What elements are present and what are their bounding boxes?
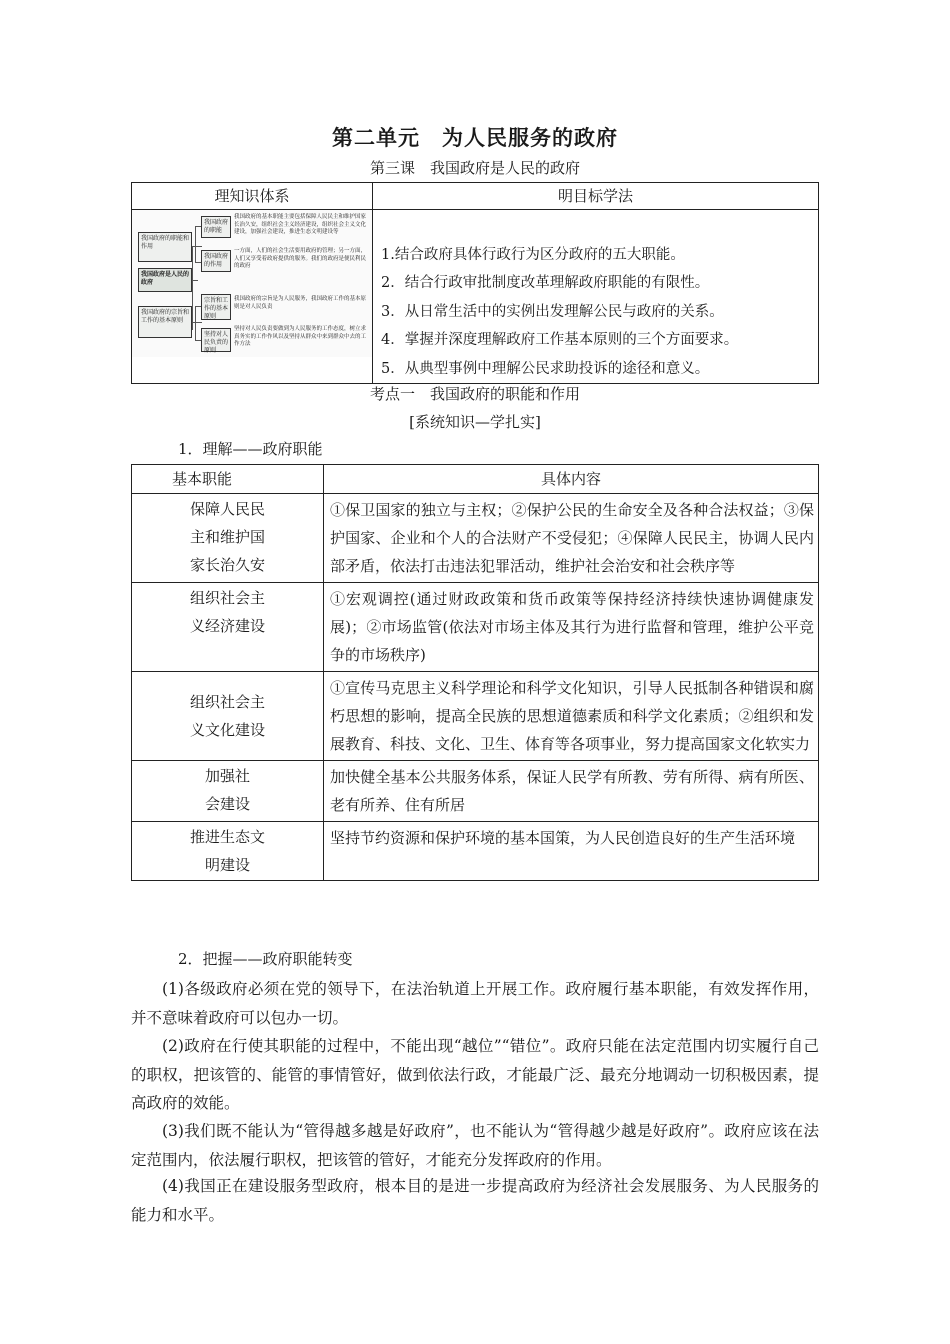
table-row xyxy=(132,583,819,672)
mindmap-node-functions: 我国政府的职能 xyxy=(201,216,231,238)
paragraph: (4)我国正在建设服务型政府，根本目的是进一步提高政府为经济社会发展服务、为人民服务的能力和水平。 xyxy=(131,1177,819,1224)
mindmap-note-tenet: 我国政府的宗旨是为人民服务，我国政府工作的基本原则是对人民负责 xyxy=(234,296,367,310)
section-title: 考点一 我国政府的职能和作用 xyxy=(369,385,580,403)
page-title: 第二单元 为人民服务的政府 xyxy=(332,126,618,150)
goal-item: 5．从典型事例中理解公民求助投诉的途径和意义。 xyxy=(381,360,710,377)
function-name: 保障人民民主和维护国家长治久安 xyxy=(132,494,324,583)
mindmap-note-responsibility: 坚持对人民负责要做到为人民服务的工作态度，树立求真务实的工作作风以及坚持从群众中来到群众中去的工作方法 xyxy=(234,326,367,347)
function-content: 坚持节约资源和保护环境的基本国策，为人民创造良好的生产生活环境 xyxy=(324,822,819,881)
function-content: ①保卫国家的独立与主权；②保护公民的生命安全及各种合法权益；③保护国家、企业和个人的合法财产不受侵犯；④保障人民民主，协调人民内部矛盾，依法打击违法犯罪活动，维护社会治安和社会秩序等 xyxy=(324,494,819,583)
function-content: 加快健全基本公共服务体系，保证人民学有所教、劳有所得、病有所医、老有所养、住有所居 xyxy=(324,761,819,822)
goal-item: 3．从日常生活中的实例出发理解公民与政府的关系。 xyxy=(381,303,724,320)
functions-table xyxy=(131,464,819,881)
mindmap-note-role: 一方面，人们的社会生活要用政府的管理；另一方面，人们又享受着政府提供的服务。我们的政府是便民利民的政府 xyxy=(234,248,367,269)
table-header-content: 具体内容 xyxy=(324,465,819,494)
function-name: 组织社会主义文化建设 xyxy=(132,672,324,761)
paragraph: (2)政府在行使其职能的过程中，不能出现“越位”“错位”。政府只能在法定范围内切实履行自己的职权，把该管的、能管的事情管好，做到依法行政，才能最广泛、最充分地调动一切积极因素，提高政府的效能。 xyxy=(131,1037,819,1112)
goal-item: 2．结合行政审批制度改革理解政府职能的有限性。 xyxy=(381,275,710,291)
table-header-function: 基本职能 xyxy=(132,465,324,494)
mindmap-node-responsibility: 坚持对人民负责的原则 xyxy=(201,328,231,352)
function-content: ①宏观调控(通过财政政策和货币政策等保持经济持续快速协调健康发展)；②市场监管(依法对市场主体及其行为进行监督和管理，维护公平竞争的市场秩序) xyxy=(324,583,819,672)
overview-table xyxy=(131,182,819,384)
mindmap-root: 我国政府是人民的政府 xyxy=(138,268,192,292)
function-name: 推进生态文明建设 xyxy=(132,822,324,881)
mindmap-branch-principles: 我国政府的宗旨和工作的基本原则 xyxy=(138,306,192,338)
function-name: 组织社会主义经济建设 xyxy=(132,583,324,672)
mindmap-note-functions: 我国政府的基本职能主要包括保障人民民主和维护国家长治久安，组织社会主义经济建设，组织社会主义文化建设，加强社会建设，推进生态文明建设等 xyxy=(234,214,367,235)
mindmap-branch-functions: 我国政府的职能和作用 xyxy=(138,232,192,262)
overview-col1-header: 理知识体系 xyxy=(132,183,373,210)
lesson-subtitle: 第三课 我国政府是人民的政府 xyxy=(369,159,580,177)
goal-item: 4．掌握并深度理解政府工作基本原则的三个方面要求。 xyxy=(381,332,739,348)
mindmap-node-role: 我国政府的作用 xyxy=(201,250,231,272)
table-row xyxy=(132,494,819,583)
table-row xyxy=(132,822,819,881)
paragraph: (1)各级政府必须在党的领导下，在法治轨道上开展工作。政府履行基本职能，有效发挥作用，并不意味着政府可以包办一切。 xyxy=(131,980,819,1027)
table-row xyxy=(132,761,819,822)
mindmap-cell xyxy=(132,210,373,384)
table-row xyxy=(132,672,819,761)
heading-transformation: 2．把握——政府职能转变 xyxy=(178,950,353,968)
goal-item: 1.结合政府具体行政行为区分政府的五大职能。 xyxy=(381,246,685,263)
section-subtitle: [系统知识—学扎实] xyxy=(409,413,541,431)
overview-col2-header: 明目标学法 xyxy=(373,183,819,210)
paragraph: (3)我们既不能认为“管得越多越是好政府”，也不能认为“管得越少越是好政府”。政府应该在法定范围内，依法履行职权，把该管的管好，才能充分发挥政府的作用。 xyxy=(131,1122,819,1169)
heading-functions: 1．理解——政府职能 xyxy=(178,440,323,458)
knowledge-mindmap xyxy=(132,210,372,357)
function-name: 加强社会建设 xyxy=(132,761,324,822)
mindmap-node-tenet: 宗旨和工作的基本原则 xyxy=(201,294,231,320)
goals-cell xyxy=(373,210,819,384)
function-content: ①宣传马克思主义科学理论和科学文化知识，引导人民抵制各种错误和腐朽思想的影响，提高全民族的思想道德素质和科学文化素质；②组织和发展教育、科技、文化、卫生、体育等各项事业，努力提高国家文化软实力 xyxy=(324,672,819,761)
